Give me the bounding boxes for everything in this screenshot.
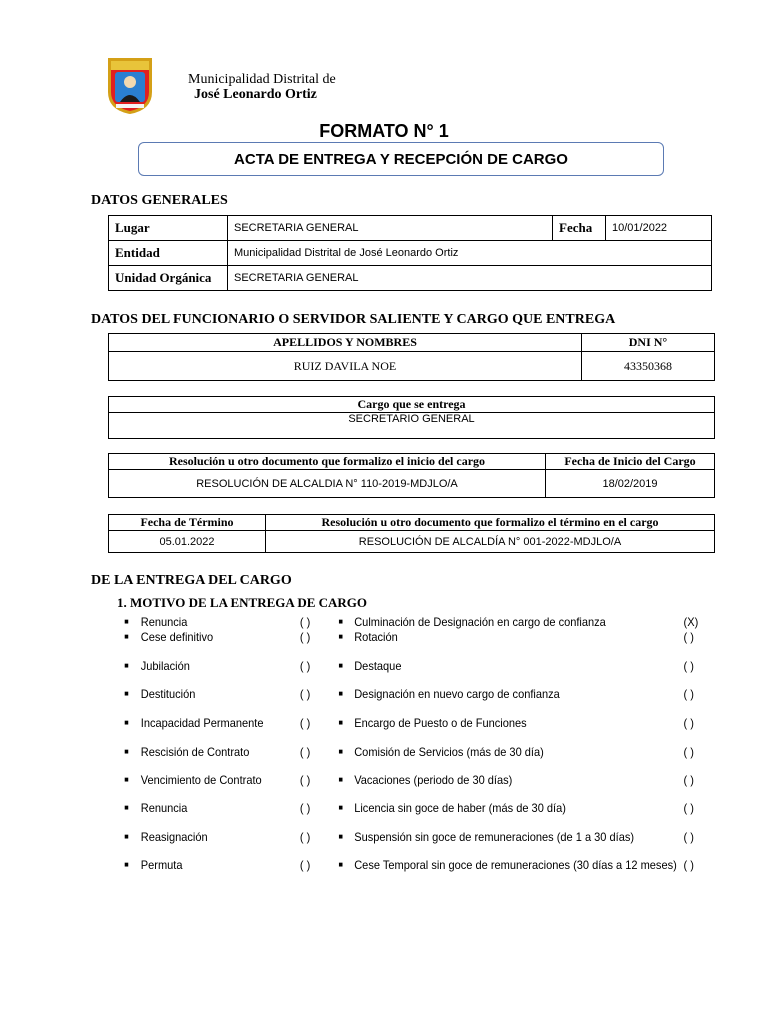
motivo-row — [0, 615, 707, 631]
fecha-value: 10/01/2022 — [606, 216, 712, 241]
motivo-left-mark[interactable]: ( ) — [299, 716, 311, 730]
cargo-header: Cargo que se entrega — [109, 397, 715, 413]
bullet: ■ — [124, 689, 129, 698]
motivo-left-label: Jubilación — [140, 659, 190, 673]
motivo-right-label: Rotación — [354, 630, 398, 644]
motivo-left-label: Renuncia — [140, 801, 188, 815]
nombres-value: RUIZ DAVILA NOE — [109, 352, 582, 381]
motivo-left-label: Renuncia — [140, 615, 188, 629]
bullet: ■ — [338, 775, 344, 784]
motivo-left-mark[interactable]: ( ) — [299, 858, 311, 872]
municipality-name-line1: Municipalidad Distrital de — [188, 72, 336, 87]
motivo-title: 1. MOTIVO DE LA ENTREGA DE CARGO — [117, 595, 368, 610]
bullet: ■ — [124, 747, 129, 756]
motivo-row — [0, 687, 707, 703]
document-title: ACTA DE ENTREGA Y RECEPCIÓN DE CARGO — [234, 150, 568, 168]
resolucion-inicio-value: RESOLUCIÓN DE ALCALDIA N° 110-2019-MDJLO/A — [109, 470, 546, 498]
cargo-table — [108, 396, 715, 439]
funcionario-title: DATOS DEL FUNCIONARIO O SERVIDOR SALIENTE Y CARGO QUE ENTREGA — [91, 312, 616, 327]
fecha-termino-header: Fecha de Término — [109, 515, 266, 531]
bullet: ■ — [124, 718, 129, 727]
motivo-left-label: Permuta — [140, 858, 183, 872]
motivo-left-label: Rescisión de Contrato — [140, 745, 250, 759]
motivo-left-mark[interactable]: ( ) — [299, 687, 311, 701]
motivo-right-mark[interactable]: ( ) — [683, 773, 694, 787]
resolucion-inicio-header: Resolución u otro documento que formalizo el inicio del cargo — [109, 454, 546, 470]
motivo-right-mark[interactable]: ( ) — [683, 830, 694, 844]
motivo-row — [0, 716, 707, 732]
resolucion-termino-header: Resolución u otro documento que formalizo el término en el cargo — [266, 515, 715, 531]
motivo-right-mark[interactable]: ( ) — [683, 659, 694, 673]
motivo-right-label: Vacaciones (periodo de 30 días) — [354, 773, 513, 787]
motivo-right-label: Licencia sin goce de haber (más de 30 día) — [354, 801, 566, 815]
bullet: ■ — [338, 747, 344, 756]
motivo-row — [0, 630, 707, 646]
dni-header: DNI N° — [582, 334, 715, 352]
document-title-box — [138, 142, 664, 176]
bullet: ■ — [124, 617, 129, 626]
motivo-right-label: Destaque — [354, 659, 402, 673]
motivo-left-label: Reasignación — [140, 830, 208, 844]
dni-value: 43350368 — [582, 352, 715, 381]
motivo-row — [0, 745, 707, 761]
datos-generales-title: DATOS GENERALES — [91, 193, 228, 208]
entrega-title: DE LA ENTREGA DEL CARGO — [91, 573, 292, 588]
lugar-label: Lugar — [109, 216, 228, 241]
motivo-right-label: Culminación de Designación en cargo de confianza — [354, 615, 606, 629]
datos-generales-table — [108, 215, 712, 291]
motivo-right-mark[interactable]: ( ) — [683, 858, 694, 872]
fecha-termino-value: 05.01.2022 — [109, 531, 266, 553]
unidad-organica-value: SECRETARIA GENERAL — [228, 266, 712, 291]
motivo-left-label: Vencimiento de Contrato — [140, 773, 262, 787]
motivo-left-mark[interactable]: ( ) — [299, 830, 311, 844]
motivo-right-label: Cese Temporal sin goce de remuneraciones (30 días a 12 meses) — [354, 858, 677, 872]
motivo-right-mark[interactable]: (X) — [683, 615, 699, 629]
motivo-left-label: Destitución — [140, 687, 196, 701]
resolucion-inicio-table — [108, 453, 715, 498]
fecha-inicio-value: 18/02/2019 — [546, 470, 715, 498]
bullet: ■ — [338, 617, 344, 626]
motivo-right-mark[interactable]: ( ) — [683, 687, 694, 701]
bullet: ■ — [124, 661, 129, 670]
bullet: ■ — [338, 632, 344, 641]
motivo-row — [0, 773, 707, 789]
bullet: ■ — [124, 775, 129, 784]
motivo-right-mark[interactable]: ( ) — [683, 630, 694, 644]
municipality-logo — [106, 54, 154, 116]
format-title: FORMATO N° 1 — [319, 121, 449, 141]
motivo-right-mark[interactable]: ( ) — [683, 801, 694, 815]
motivo-left-label: Incapacidad Permanente — [140, 716, 264, 730]
motivo-row — [0, 830, 707, 846]
bullet: ■ — [338, 803, 344, 812]
motivo-left-mark[interactable]: ( ) — [299, 659, 311, 673]
motivo-left-label: Cese definitivo — [140, 630, 214, 644]
motivo-right-mark[interactable]: ( ) — [683, 745, 694, 759]
bullet: ■ — [338, 718, 344, 727]
entidad-value: Municipalidad Distrital de José Leonardo Ortiz — [228, 241, 712, 266]
motivo-row — [0, 801, 707, 817]
motivo-left-mark[interactable]: ( ) — [299, 745, 311, 759]
termino-table — [108, 514, 715, 553]
fecha-label: Fecha — [553, 216, 606, 241]
bullet: ■ — [124, 860, 129, 869]
funcionario-table — [108, 333, 715, 381]
bullet: ■ — [124, 632, 129, 641]
resolucion-termino-value: RESOLUCIÓN DE ALCALDÍA N° 001-2022-MDJLO/A — [266, 531, 715, 553]
motivo-left-mark[interactable]: ( ) — [299, 773, 311, 787]
motivo-row — [0, 858, 707, 874]
bullet: ■ — [124, 832, 129, 841]
nombres-header: APELLIDOS Y NOMBRES — [109, 334, 582, 352]
motivo-left-mark[interactable]: ( ) — [299, 615, 311, 629]
unidad-organica-label: Unidad Orgánica — [109, 266, 228, 291]
motivo-right-label: Suspensión sin goce de remuneraciones (de 1 a 30 días) — [354, 830, 635, 844]
bullet: ■ — [338, 661, 344, 670]
bullet: ■ — [338, 832, 344, 841]
motivo-right-label: Comisión de Servicios (más de 30 día) — [354, 745, 544, 759]
bullet: ■ — [338, 860, 344, 869]
motivo-right-label: Designación en nuevo cargo de confianza — [354, 687, 560, 701]
motivo-row — [0, 659, 707, 675]
entidad-label: Entidad — [109, 241, 228, 266]
municipality-name-line2: José Leonardo Ortiz — [194, 87, 317, 102]
cargo-value: SECRETARIO GENERAL — [109, 413, 715, 439]
motivo-right-label: Encargo de Puesto o de Funciones — [354, 716, 527, 730]
bullet: ■ — [338, 689, 344, 698]
motivo-left-mark[interactable]: ( ) — [299, 801, 311, 815]
lugar-value: SECRETARIA GENERAL — [228, 216, 553, 241]
bullet: ■ — [124, 803, 129, 812]
motivo-left-mark[interactable]: ( ) — [299, 630, 311, 644]
motivo-right-mark[interactable]: ( ) — [683, 716, 694, 730]
fecha-inicio-header: Fecha de Inicio del Cargo — [546, 454, 715, 470]
